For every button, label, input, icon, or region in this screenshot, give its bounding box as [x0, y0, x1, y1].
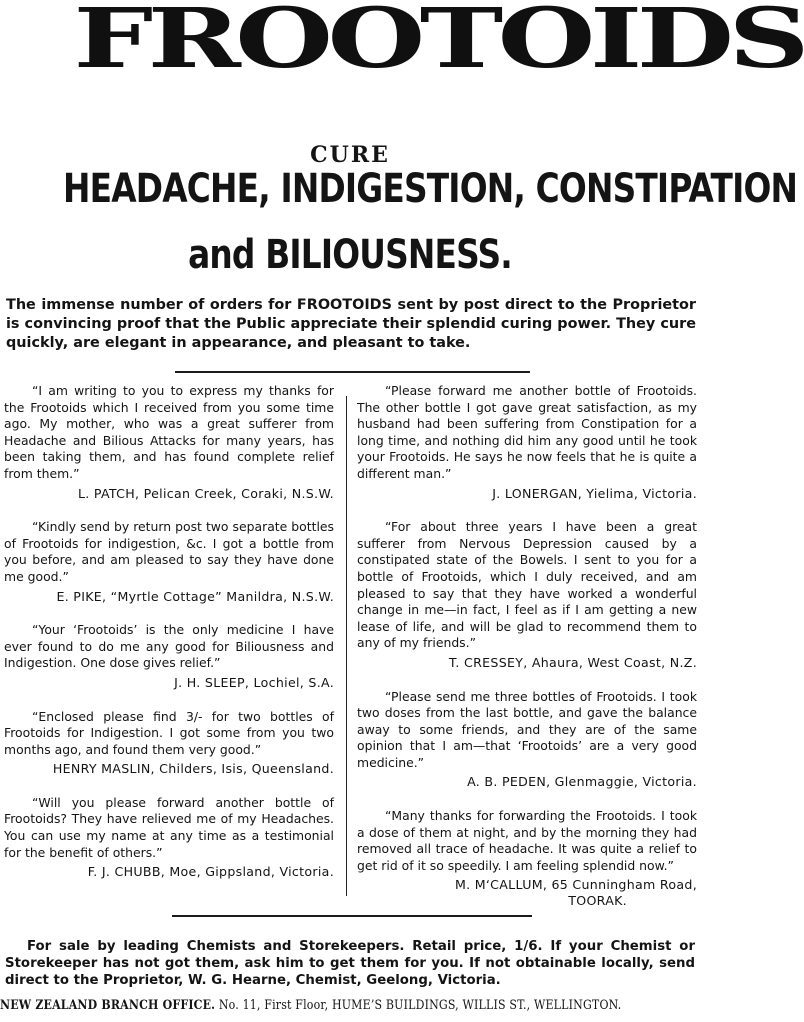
testimonial-signature-line-2: TOORAK. [568, 893, 627, 909]
cure-heading: CURE [310, 142, 390, 168]
testimonial-signature: M. M‘CALLUM, 65 Cunningham Road, [454, 877, 697, 893]
testimonial-quote: “Kindly send by return post two separate bottles of Frootoids for indigestion, &c. I got a bottle from you before, and am pleased to say they have done me good.” [4, 519, 334, 584]
intro-paragraph: The immense number of orders for FROOTOIDS sent by post direct to the Proprietor is convincing proof that the Public appreciate their splendid curing power. They cure quickly, are elegant in appearance, and pleasant to take. [6, 297, 696, 351]
column-divider [346, 396, 347, 896]
headline-biliousness: and BILIOUSNESS. [188, 232, 512, 278]
testimonial-signature: J. LONERGAN, Yielima, Victoria. [492, 485, 697, 501]
testimonials-left-column [4, 383, 334, 898]
testimonial-signature: A. B. PEDEN, Glenmaggie, Victoria. [467, 774, 697, 790]
bottom-divider [172, 915, 532, 917]
branch-office-name: NEW ZEALAND BRANCH OFFICE. [0, 998, 216, 1013]
branch-office-address: No. 11, First Floor, HUME’S BUILDINGS, WILLIS ST., WELLINGTON. [218, 998, 622, 1013]
testimonials-right-column [357, 383, 697, 927]
testimonial-quote: “I am writing to you to express my thanks for the Frootoids which I received from you some time ago. My mother, who was a great sufferer from Headache and Bilious Attacks for many years, has been taking them, and has found complete relief from them.” [4, 383, 334, 481]
top-divider [175, 371, 530, 373]
brand-title: FROOTOIDS [73, 0, 804, 87]
testimonial-quote: “Your ‘Frootoids’ is the only medicine I have ever found to do me any good for Biliousness and Indigestion. One dose gives relief.” [4, 622, 334, 671]
testimonial-quote: “Please forward me another bottle of Frootoids. The other bottle I got gave great satisfaction, as my husband had been suffering from Constipation for a long time, and nothing did him any good until he took your Frootoids. He says he now feels that he is quite a different man.” [357, 383, 697, 481]
testimonial-signature: F. J. CHUBB, Moe, Gippsland, Victoria. [87, 864, 334, 880]
retail-notice-text: For sale by leading Chemists and Storekeepers. Retail price, 1/6. If your Chemist or Storekeeper has not got them, ask him to get them for you. If not obtainable locally, send direct to the Proprietor, W. G. Hearne, Chemist, Geelong, Victoria. [5, 939, 695, 988]
testimonial-quote: “Many thanks for forwarding the Frootoids. I took a dose of them at night, and by the morning they had removed all trace of headache. It was quite a relief to get rid of it so speedily. I am feeling splendid now.” [357, 808, 697, 873]
testimonial-quote: “For about three years I have been a great sufferer from Nervous Depression caused by a constipated state of the Bowels. I sent to you for a bottle of Frootoids, which I duly received, and am pleased to say that they have worked a wonderful change in me—in fact, I feel as if I am getting a new lease of life, and will be glad to recommend them to any of my friends.” [357, 519, 697, 651]
retail-notice [5, 938, 695, 989]
testimonial-signature: HENRY MASLIN, Childers, Isis, Queensland. [52, 761, 334, 777]
testimonial-signature: L. PATCH, Pelican Creek, Coraki, N.S.W. [77, 485, 334, 501]
testimonial-signature: E. PIKE, “Myrtle Cottage” Manildra, N.S.W. [56, 588, 334, 604]
testimonial-quote: “Enclosed please find 3/- for two bottles of Frootoids for Indigestion. I got some from you two months ago, and found them very good.” [4, 708, 334, 757]
testimonial-signature: T. CRESSEY, Ahaura, West Coast, N.Z. [448, 654, 697, 670]
branch-office-line [0, 998, 622, 1013]
testimonial-signature: J. H. SLEEP, Lochiel, S.A. [174, 674, 334, 690]
headline-ailments: HEADACHE, INDIGESTION, CONSTIPATION [63, 166, 798, 212]
testimonial-quote: “Will you please forward another bottle of Frootoids? They have relieved me of my Headaches. You can use my name at any time as a testimonial for the benefit of others.” [4, 794, 334, 860]
testimonial-quote: “Please send me three bottles of Frootoids. I took two doses from the last bottle, and gave the balance away to some friends, and they are of the same opinion that I am—that ‘Frootoids’ are a very good medicine.” [357, 688, 697, 770]
